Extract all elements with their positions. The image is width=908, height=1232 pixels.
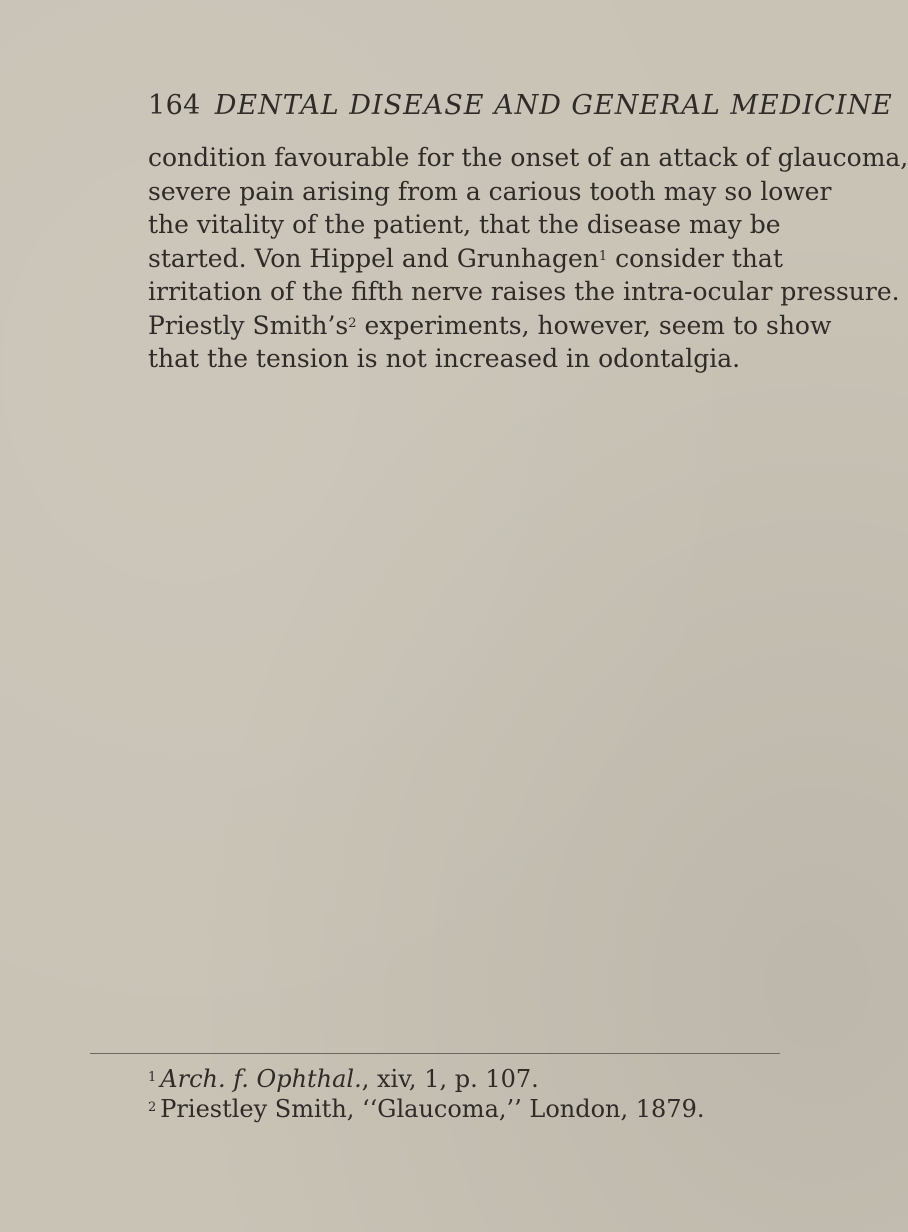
footnote-mark: 2: [148, 1100, 157, 1115]
text-segment: consider that: [607, 243, 783, 273]
running-title: DENTAL DISEASE AND GENERAL MEDICINE: [214, 90, 893, 121]
text-line: irritation of the fifth nerve raises the intra-ocular pressure.: [148, 277, 900, 306]
footnote-ref-1: 1: [598, 248, 608, 264]
footnote-1: [148, 1064, 768, 1094]
text-segment: experiments, however, seem to show: [356, 310, 832, 340]
text-segment: Priestly Smith’s: [148, 310, 349, 340]
footnote-2: [148, 1094, 768, 1124]
text-line: [148, 309, 832, 343]
citation-detail: , xiv, 1, p. 107.: [361, 1065, 539, 1093]
footnotes: [148, 1064, 768, 1124]
text-line: [148, 242, 783, 276]
text-line: the vitality of the patient, that the disease may be: [148, 210, 781, 239]
text-line: condition favourable for the onset of an attack of glaucoma,: [148, 143, 908, 172]
text-line: that the tension is not increased in odontalgia.: [148, 344, 741, 373]
running-head: [148, 90, 893, 121]
citation-text: Priestley Smith, ‘‘Glaucoma,’’ London, 1879.: [160, 1095, 705, 1123]
citation-title: Arch. f. Ophthal.: [160, 1065, 362, 1093]
text-line: severe pain arising from a carious tooth may so lower: [148, 176, 832, 206]
footnote-divider: [90, 1053, 780, 1054]
footnote-mark: 1: [148, 1070, 157, 1085]
body-paragraph: [148, 141, 908, 376]
text-segment: started. Von Hippel and Grunhagen: [148, 243, 599, 273]
footnote-ref-2: 2: [348, 315, 357, 331]
page-number: 164: [148, 90, 201, 121]
